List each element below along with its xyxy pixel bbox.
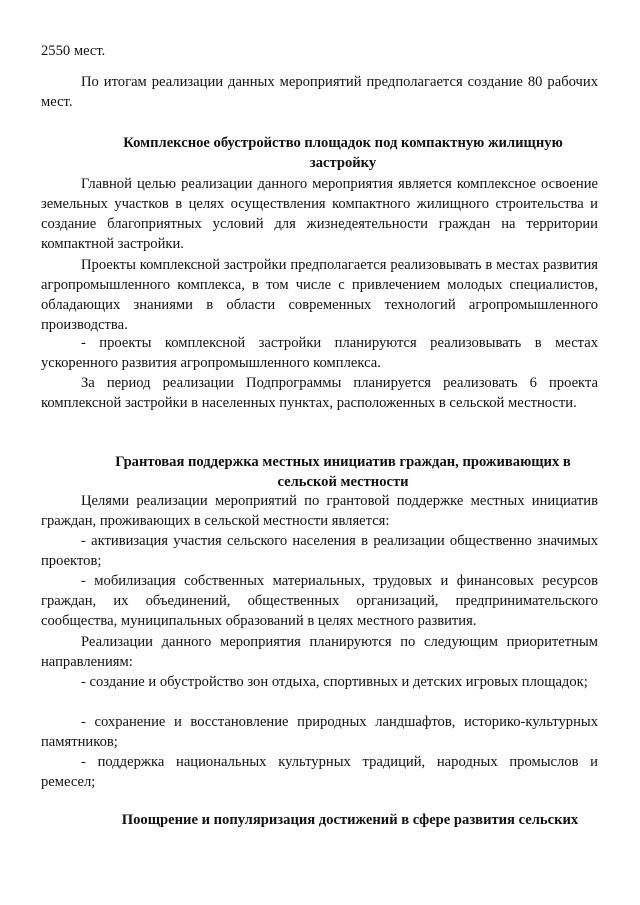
list-item-activation: - активизация участия сельского населения в реализации общественно значимых проектов; — [41, 533, 598, 569]
paragraph-main-goal: Главной целью реализации данного мероприятия является комплексное освоение земельных участков в целях осуществления компактного жилищного строительства и создание благоприятных условий для жизнедеятельности граждан на территории компактной застройки. — [41, 176, 598, 252]
paragraph-period: За период реализации Подпрограммы планируется реализовать 6 проекта комплексной застройки в населенных пунктах, расположенных в сельской местности. — [41, 375, 598, 411]
heading-complex-development: Комплексное обустройство площадок под компактную жилищную застройку — [123, 135, 563, 171]
list-item-traditions: - поддержка национальных культурных традиций, народных промыслов и ремесел; — [41, 754, 598, 790]
heading-grant-support: Грантовая поддержка местных инициатив граждан, проживающих в сельской местности — [115, 454, 571, 490]
paragraph-goals: Целями реализации мероприятий по грантовой поддержке местных инициатив граждан, проживающих в сельской местности является: — [41, 493, 598, 529]
paragraph-directions: Реализации данного мероприятия планируются по следующим приоритетным направлениям: — [41, 634, 598, 670]
paragraph-jobs: По итогам реализации данных мероприятий предполагается создание 80 рабочих мест. — [41, 74, 598, 110]
list-item-landscapes: - сохранение и восстановление природных ландшафтов, историко-культурных памятников; — [41, 714, 598, 750]
list-item-mobilization: - мобилизация собственных материальных, трудовых и финансовых ресурсов граждан, их объединений, общественных организаций, предпринимательского сообщества, муниципальных образований в целях местного развития. — [41, 573, 598, 629]
list-item-accelerated-development: - проекты комплексной застройки планируются реализовывать в местах ускоренного развития агропромышленного комплекса. — [41, 335, 598, 371]
heading-promotion: Поощрение и популяризация достижений в сфере развития сельских — [121, 812, 579, 828]
paragraph-fragment: 2550 мест. — [41, 43, 106, 59]
paragraph-projects: Проекты комплексной застройки предполагается реализовывать в местах развития агропромышленного комплекса, в том числе с привлечением молодых специалистов, обладающих знаниями в области современных технологий агропромышленного производства. — [41, 257, 598, 333]
list-item-recreation-zones: - создание и обустройство зон отдыха, спортивных и детских игровых площадок; — [81, 674, 588, 690]
